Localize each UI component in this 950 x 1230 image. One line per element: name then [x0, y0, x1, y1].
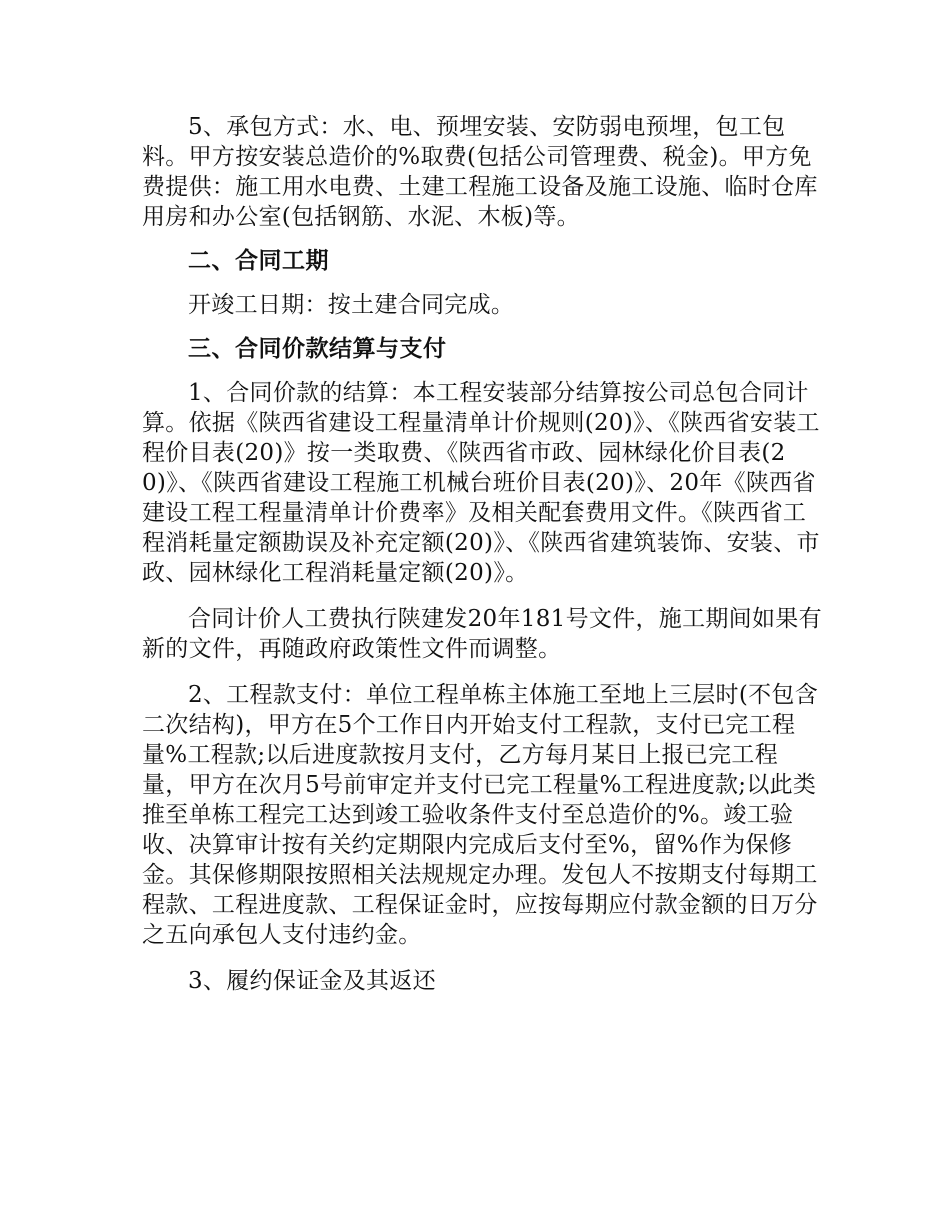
section-heading-contract-period: 二、合同工期	[188, 247, 329, 274]
paragraph-start-end-dates: 开竣工日期：按土建合同完成。	[188, 292, 515, 318]
paragraph-contract-method: 5、承包方式：水、电、预埋安装、安防弱电预埋，包工包料。甲方按安装总造价的%取费(包括公司管理费、税金)。甲方免费提供：施工用水电费、土建工程施工设备及施工设施、临时仓库用房和办公室(包括钢筋、水泥、木板)等。	[142, 114, 818, 230]
section-heading-price-settlement: 三、合同价款结算与支付	[188, 335, 447, 362]
paragraph-payment-terms: 2、工程款支付：单位工程单栋主体施工至地上三层时(不包含二次结构)，甲方在5个工作日内开始支付工程款，支付已完工程量%工程款;以后进度款按月支付，乙方每月某日上报已完工程量，甲方在次月5号前审定并支付已完工程量%工程进度款;以此类推至单栋工程完工达到竣工验收条件支付至总造价的%。竣工验收、决算审计按有关约定期限内完成后支付至%，留%作为保修金。其保修期限按照相关法规规定办理。发包人不按期支付每期工程款、工程进度款、工程保证金时，应按每期应付款金额的日万分之五向承包人支付违约金。	[142, 682, 819, 948]
paragraph-labor-cost: 合同计价人工费执行陕建发20年181号文件，施工期间如果有新的文件，再随政府政策性文件而调整。	[142, 606, 822, 662]
paragraph-performance-bond: 3、履约保证金及其返还	[188, 968, 436, 994]
paragraph-price-settlement: 1、合同价款的结算：本工程安装部分结算按公司总包合同计算。依据《陕西省建设工程量清单计价规则(20)》、《陕西省安装工程价目表(20)》按一类取费、《陕西省市政、园林绿化价目表(20)》、《陕西省建设工程施工机械台班价目表(20)》、20年《陕西省建设工程工程量清单计价费率》及相关配套费用文件。《陕西省工程消耗量定额勘误及补充定额(20)》、《陕西省建筑装饰、安装、市政、园林绿化工程消耗量定额(20)》。	[142, 380, 820, 586]
document-page	[142, 112, 822, 996]
